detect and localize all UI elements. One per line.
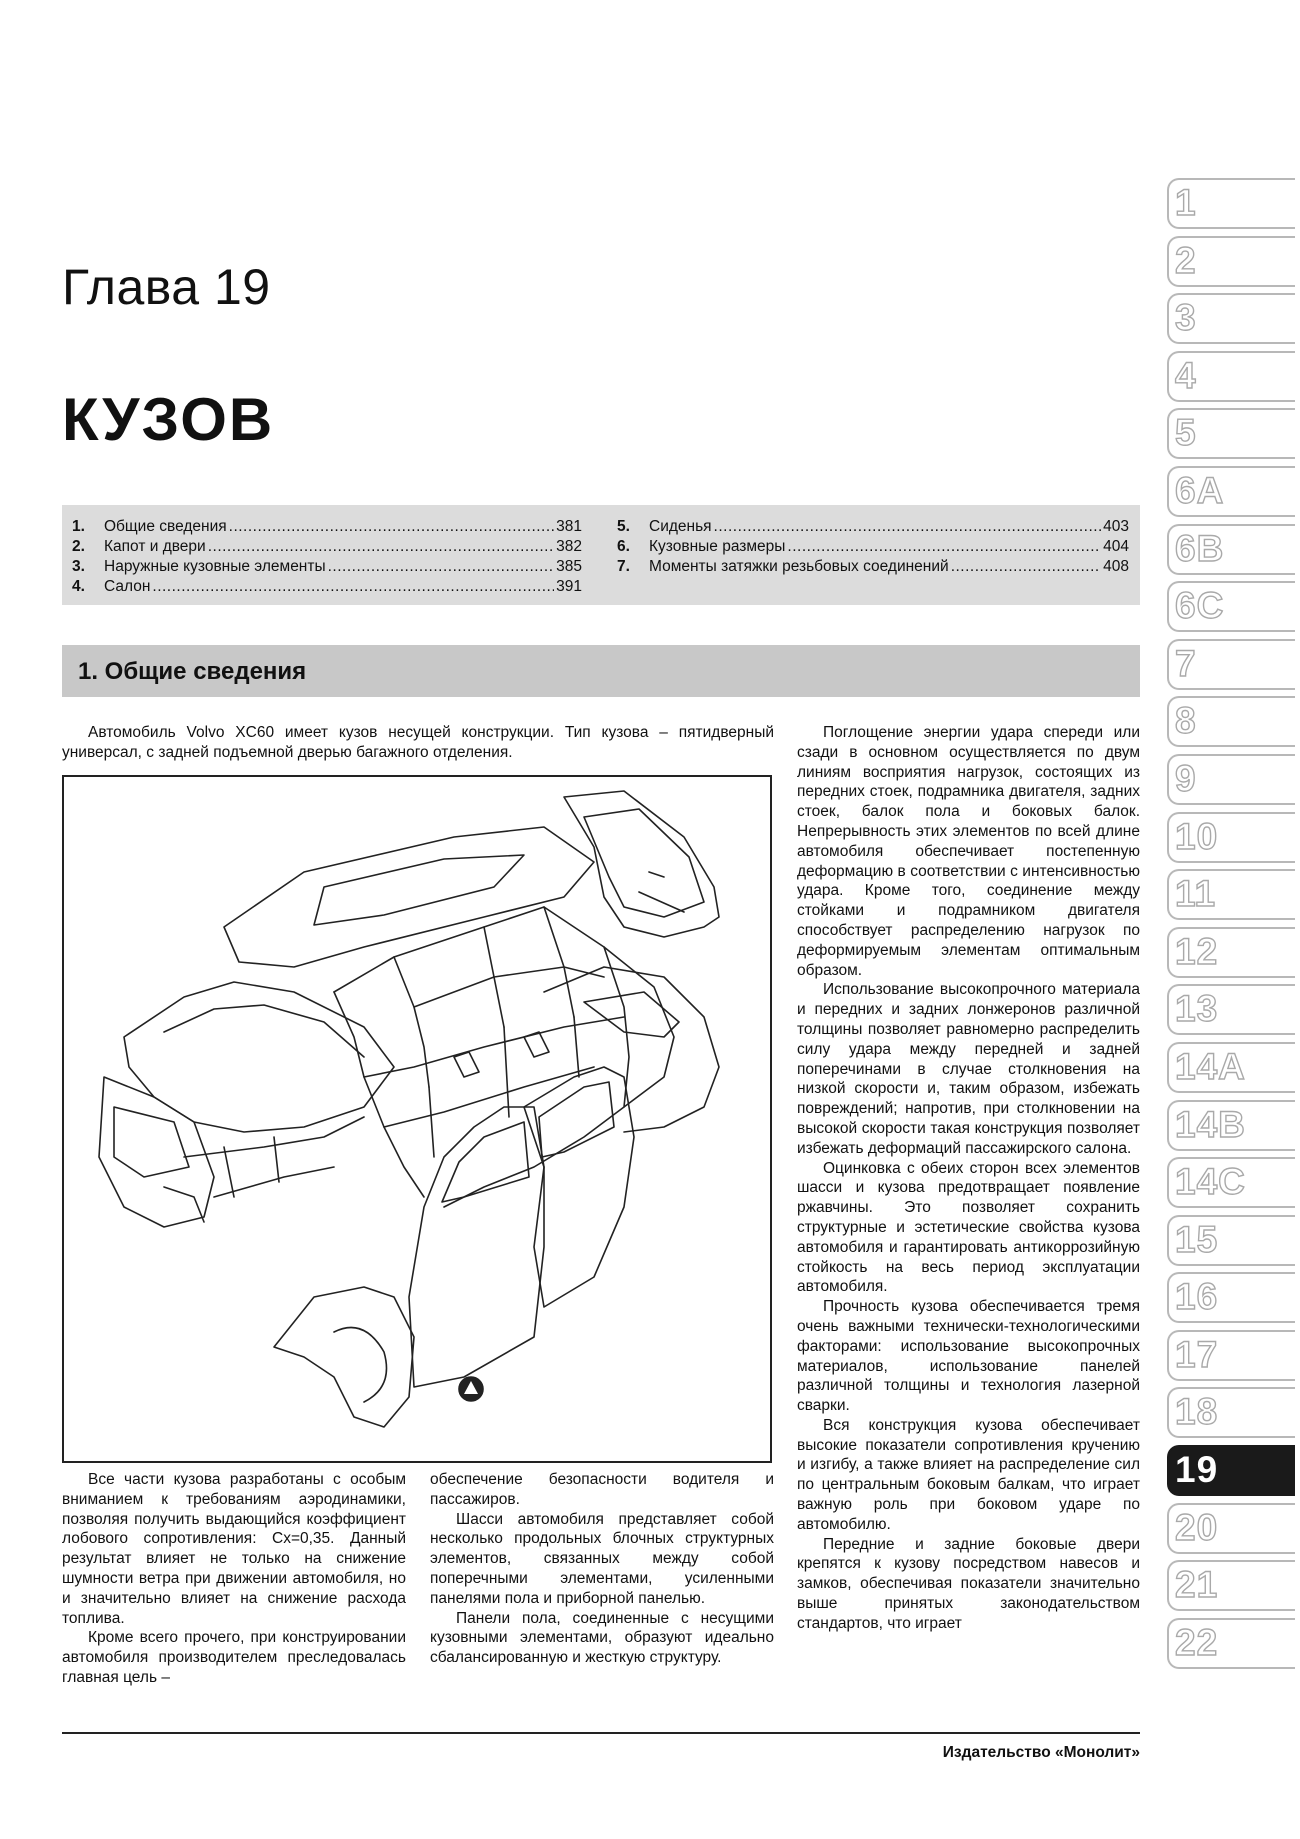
toc-item[interactable] xyxy=(617,557,1129,577)
paragraph: Использование высокопрочного материала и передних и задних лонжеронов различной толщины позволяет равномерно распределить силу удара между передней и задней поперечинами в случае столкновения на низкой скорости и, таким образом, избежать повреждений; напротив, при столкновении на высокой скорости такая конструкция позволяет избежать деформаций пассажирского салона. xyxy=(797,981,1140,1157)
footer-divider xyxy=(62,1732,1140,1734)
chapter-tab-label: 18 xyxy=(1175,1391,1219,1433)
chapter-tab[interactable] xyxy=(1165,810,1300,868)
chapter-tab-label: 21 xyxy=(1175,1564,1219,1606)
chapter-tab-label: 14A xyxy=(1175,1045,1246,1087)
chapter-tab-label: 6C xyxy=(1175,585,1225,627)
paragraph: Поглощение энергии удара спереди или сзади в основном осуществляется по двум линиям восприятия нагрузок, состоящих из передних стоек, подрамника двигателя, задних стоек, балок пола и боковых балок. Непрерывность этих элементов по всей длине автомобиля обеспечивает постепенную деформацию в соответствии с интенсивностью удара. Кроме того, соединение между стойками и подрамником двигателя способствует распределению нагрузок по деформируемым элементам оптимальным образом. xyxy=(797,724,1140,979)
chapter-tab[interactable] xyxy=(1165,579,1300,637)
toc-item[interactable] xyxy=(72,517,582,537)
chapter-tab[interactable] xyxy=(1165,1385,1300,1443)
chapter-label: Глава 19 xyxy=(62,259,271,315)
chapter-tab-label: 11 xyxy=(1175,873,1217,915)
paragraph: Кроме всего прочего, при конструировании автомобиля производителем преследовалась главная цель – xyxy=(62,1629,406,1686)
tailgate-panel xyxy=(564,791,719,937)
paragraph: Прочность кузова обеспечивается тремя очень важными технически-технологическими факторами: использование высокопрочных материалов, использование панелей различной толщины и технология лазерной сварки. xyxy=(797,1298,1140,1415)
table-of-contents xyxy=(62,505,1140,605)
chapter-tab-label: 6A xyxy=(1175,469,1225,511)
chapter-tab[interactable] xyxy=(1165,1098,1300,1156)
body-in-white xyxy=(334,907,674,1207)
chapter-tab-label: 7 xyxy=(1175,642,1197,684)
chapter-tab-label: 22 xyxy=(1175,1621,1219,1663)
toc-item[interactable] xyxy=(72,557,582,577)
publisher-name: Издательство «Монолит» xyxy=(942,1744,1140,1761)
chapter-tab-label: 13 xyxy=(1175,988,1219,1030)
toc-item-title: Наружные кузовные элементы xyxy=(104,558,326,575)
page-title: КУЗОВ xyxy=(62,386,275,453)
car-body-exploded-illustration xyxy=(62,775,772,1463)
toc-left-column xyxy=(72,517,582,597)
chapter-tab[interactable] xyxy=(1165,1328,1300,1386)
toc-item-page: 382 xyxy=(556,538,582,555)
chapter-tab-label: 1 xyxy=(1175,182,1197,223)
toc-item-number: 2. xyxy=(72,538,85,555)
toc-item-title: Моменты затяжки резьбовых соединений xyxy=(649,558,949,575)
chapter-tab-label: 3 xyxy=(1175,297,1197,339)
roof-panel xyxy=(224,827,594,967)
toc-item-title: Общие сведения xyxy=(104,518,227,535)
toc-item-number: 7. xyxy=(617,558,630,575)
front-door xyxy=(409,1107,544,1387)
toc-item-title: Сиденья xyxy=(649,518,712,535)
chapter-tab-label: 12 xyxy=(1175,930,1219,972)
paragraph: обеспечение безопасности водителя и пассажиров. xyxy=(430,1471,774,1508)
chapter-tab[interactable] xyxy=(1165,522,1300,580)
chapter-tab[interactable] xyxy=(1165,752,1300,810)
text-column-3 xyxy=(797,723,1140,1634)
hood-panel xyxy=(124,982,394,1132)
toc-item-number: 1. xyxy=(72,518,85,535)
chapter-tab[interactable] xyxy=(1165,694,1300,752)
toc-item-page: 391 xyxy=(556,578,582,595)
front-structure xyxy=(99,1077,364,1227)
chapter-tab-label: 2 xyxy=(1175,239,1197,281)
toc-item-page: 381 xyxy=(556,518,582,535)
paragraph: Вся конструкция кузова обеспечивает высокие показатели сопротивления кручению и изгибу, а также влияет на распределение сил по центральным боковым балкам, что играет важную роль при боковом ударе по автомобилю. xyxy=(797,1416,1140,1533)
chapter-tab-label: 10 xyxy=(1175,815,1219,857)
chapter-tab-label: 14C xyxy=(1175,1161,1246,1203)
toc-item-title: Капот и двери xyxy=(104,538,206,555)
chapter-tabs xyxy=(1165,176,1300,1673)
rear-quarter-panel xyxy=(544,967,719,1132)
chapter-tab-label: 14B xyxy=(1175,1103,1246,1145)
chapter-tab-label: 16 xyxy=(1175,1276,1219,1318)
chapter-tab-label: 20 xyxy=(1175,1506,1219,1548)
toc-item-page: 408 xyxy=(1103,558,1129,575)
paragraph: Автомобиль Volvo XC60 имеет кузов несущей конструкции. Тип кузова – пятидверный универсал, с задней подъемной дверью багажного отделения. xyxy=(62,724,774,761)
chapter-tab[interactable] xyxy=(1165,1270,1300,1328)
chapter-tab-label: 15 xyxy=(1175,1218,1219,1260)
toc-item-page: 404 xyxy=(1103,538,1129,555)
toc-item[interactable] xyxy=(617,517,1129,537)
toc-item-title: Кузовные размеры xyxy=(649,538,786,555)
chapter-tab[interactable] xyxy=(1165,867,1300,925)
paragraph: Шасси автомобиля представляет собой несколько продольных блочных структурных элементов, связанных между собой поперечными элементами, усиленными панелями пола и приборной панелью. xyxy=(430,1510,774,1607)
toc-item-number: 3. xyxy=(72,558,85,575)
chapter-tab[interactable] xyxy=(1165,637,1300,695)
chapter-tab-label: 19 xyxy=(1175,1449,1219,1491)
chapter-tab-active[interactable] xyxy=(1165,1443,1300,1501)
chapter-tab[interactable] xyxy=(1165,1040,1300,1098)
toc-item[interactable] xyxy=(617,537,1129,557)
text-column-1 xyxy=(62,1470,406,1688)
rear-door xyxy=(524,1067,634,1307)
text-column-2 xyxy=(430,1470,774,1668)
toc-item-number: 6. xyxy=(617,538,630,555)
section-heading-bar xyxy=(62,645,1140,697)
chapter-tab[interactable] xyxy=(1165,291,1300,349)
toc-item[interactable] xyxy=(72,537,582,557)
chapter-tab[interactable] xyxy=(1165,234,1300,292)
paragraph: Панели пола, соединенные с несущими кузовными элементами, образуют идеально сбалансированную и жесткую структуру. xyxy=(430,1609,774,1667)
toc-item-page: 385 xyxy=(556,558,582,575)
toc-item-number: 4. xyxy=(72,578,85,595)
toc-item-number: 5. xyxy=(617,518,630,535)
chapter-tab-label: 4 xyxy=(1175,354,1197,396)
chapter-tab[interactable] xyxy=(1165,464,1300,522)
publisher-logo-mark xyxy=(459,1377,483,1401)
chapter-tab[interactable] xyxy=(1165,349,1300,407)
paragraph: Оцинковка с обеих сторон всех элементов шасси и кузова предотвращает появление ржавчины. Это позволяет сохранить структурные и эстетические свойства кузова автомобиля и гарантировать антикоррозийную стойкость на весь период эксплуатации автомобиля. xyxy=(797,1159,1140,1296)
chapter-tab[interactable] xyxy=(1165,176,1300,234)
chapter-tab[interactable] xyxy=(1165,1155,1300,1213)
chapter-tab-label: 17 xyxy=(1175,1333,1219,1375)
chapter-tab-label: 6B xyxy=(1175,527,1225,569)
intro-paragraph xyxy=(62,723,774,763)
chapter-tab[interactable] xyxy=(1165,406,1300,464)
toc-item[interactable] xyxy=(72,577,582,597)
toc-right-column xyxy=(617,517,1129,577)
paragraph: Передние и задние боковые двери крепятся к кузову посредством навесов и замков, обеспечивая показатели значительно выше принятых законодательством стандартов, что играет xyxy=(797,1535,1140,1632)
chapter-tab[interactable] xyxy=(1165,925,1300,983)
chapter-tab-label: 5 xyxy=(1175,412,1197,454)
chapter-tab-label: 9 xyxy=(1175,757,1197,799)
toc-item-title: Салон xyxy=(104,578,151,595)
chapter-tab[interactable] xyxy=(1165,1213,1300,1271)
chapter-tab[interactable] xyxy=(1165,1616,1300,1674)
toc-item-page: 403 xyxy=(1103,518,1129,535)
chapter-tab[interactable] xyxy=(1165,982,1300,1040)
front-fender xyxy=(274,1287,414,1427)
section-heading: 1. Общие сведения xyxy=(78,658,307,685)
chapter-tab[interactable] xyxy=(1165,1558,1300,1616)
paragraph: Все части кузова разработаны с особым вниманием к требованиям аэродинамики, позволяя получить выдающийся коэффициент лобового сопротивления: Cx=0,35. Данный результат влияет не только на снижение шумности ветра при движении автомобиля, но и значительно влияет на снижение расхода топлива. xyxy=(62,1471,406,1627)
chapter-tab[interactable] xyxy=(1165,1501,1300,1559)
chapter-tab-label: 8 xyxy=(1175,700,1197,742)
